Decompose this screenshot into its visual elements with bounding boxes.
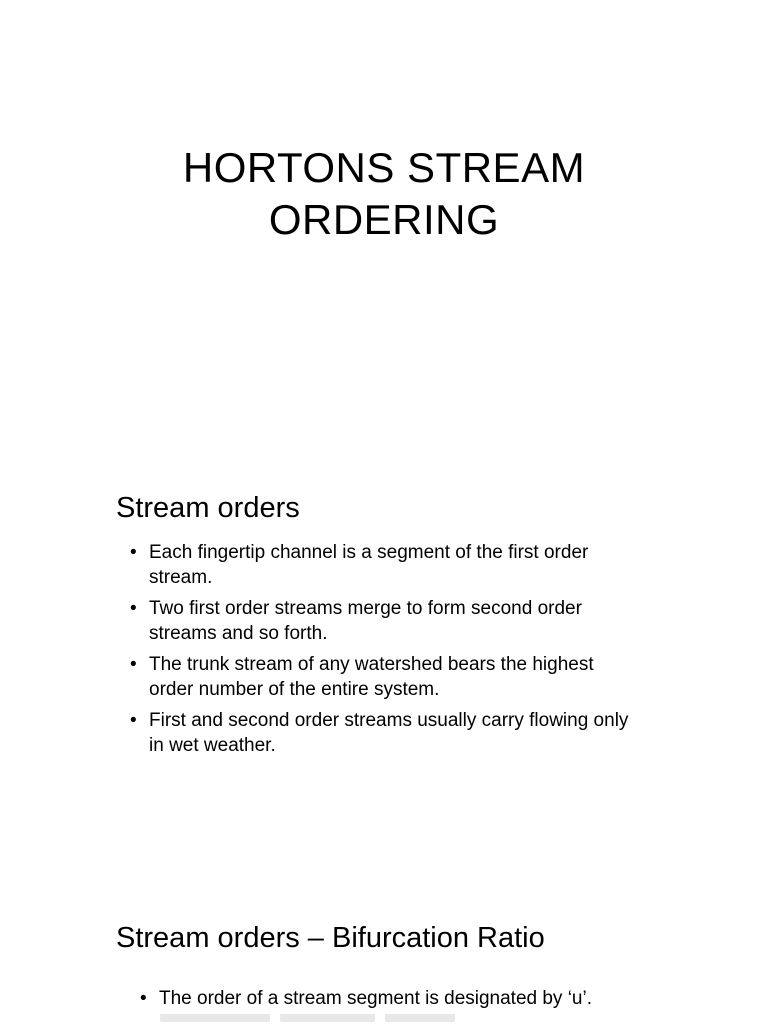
bullet-icon: • xyxy=(130,654,137,675)
bullet-icon: • xyxy=(140,988,147,1009)
bullet-text: Each fingertip channel is a segment of the first order stream. xyxy=(149,542,589,588)
bullet-item xyxy=(130,540,640,590)
cropped-text-fragment xyxy=(385,1014,455,1022)
bullet-text: The order of a stream segment is designated by ‘u’. xyxy=(159,988,593,1009)
bullet-text: First and second order streams usually carry flowing only in wet weather. xyxy=(149,710,629,756)
bifurcation-ratio-slide xyxy=(0,900,768,1024)
bullet-icon: • xyxy=(130,598,137,619)
bullet-item xyxy=(130,708,640,758)
bullet-item xyxy=(140,986,660,1011)
stream-orders-slide xyxy=(0,460,768,880)
bullet-icon: • xyxy=(130,542,137,563)
cropped-text-fragment xyxy=(280,1014,375,1022)
bullet-list xyxy=(130,540,640,764)
title-line-1: HORTONS STREAM xyxy=(182,144,586,192)
bullet-icon: • xyxy=(130,710,137,731)
bullet-text: The trunk stream of any watershed bears the highest order number of the entire system. xyxy=(149,654,594,700)
presentation-title xyxy=(0,142,768,246)
title-line-2: ORDERING xyxy=(268,196,500,244)
bullet-list xyxy=(140,986,660,1017)
slide-heading: Stream orders xyxy=(116,492,300,524)
cropped-text-fragment xyxy=(160,1014,270,1022)
bullet-item xyxy=(130,652,640,702)
cropped-text-line xyxy=(140,1014,660,1024)
bullet-item xyxy=(130,596,640,646)
slide-heading: Stream orders – Bifurcation Ratio xyxy=(116,922,545,954)
bullet-text: Two first order streams merge to form second order streams and so forth. xyxy=(149,598,582,644)
title-slide xyxy=(0,0,768,440)
